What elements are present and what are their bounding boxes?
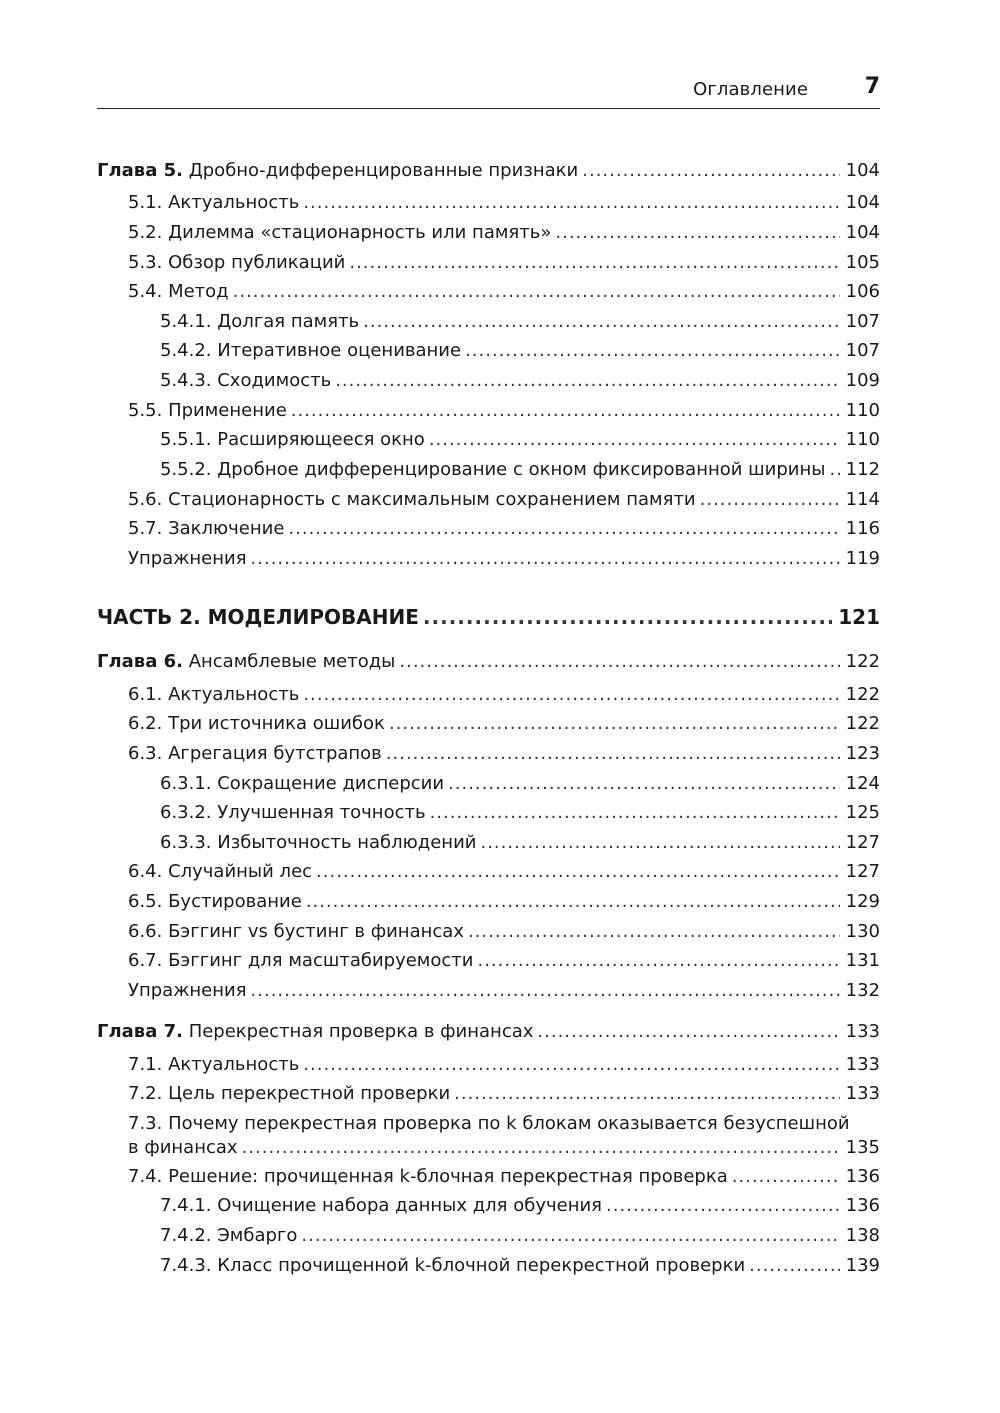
dot-leader [303, 190, 839, 216]
dot-leader [700, 487, 840, 513]
toc-section[interactable] [128, 250, 880, 276]
dot-leader [448, 771, 840, 797]
dot-leader [301, 1223, 839, 1249]
subsection-title: 7.4.1. Очищение набора данных для обучения [160, 1195, 602, 1216]
dot-leader [288, 516, 839, 542]
section-title: 7.3. Почему перекрестная проверка по k блокам оказывается безуспешной [128, 1113, 850, 1134]
toc-page-number: 136 [845, 1166, 880, 1187]
dot-leader [477, 948, 839, 974]
subsection-title: 7.4.2. Эмбарго [160, 1225, 298, 1246]
section-title: 5.7. Заключение [128, 518, 285, 539]
subsection-title: 6.3.1. Сокращение дисперсии [160, 773, 445, 794]
chapter-label: Глава 6. [97, 651, 183, 672]
toc-subsection[interactable] [160, 1253, 880, 1279]
toc-page-number: 129 [845, 891, 880, 912]
toc-section[interactable] [128, 279, 880, 305]
toc-page-number: 116 [845, 518, 880, 539]
dot-leader [749, 1253, 839, 1279]
toc-page-number: 135 [845, 1137, 880, 1158]
toc-page-number: 104 [845, 160, 880, 181]
toc-subsection[interactable] [160, 368, 880, 394]
toc-section[interactable] [128, 220, 880, 246]
dot-leader [386, 741, 840, 767]
chapter-title: Перекрестная проверка в финансах [182, 1021, 534, 1042]
section-title: 7.1. Актуальность [128, 1054, 300, 1075]
chapter-title: Дробно-дифференцированные признаки [182, 160, 579, 181]
toc-page-number: 127 [845, 832, 880, 853]
toc-page-number: 132 [845, 980, 880, 1001]
chapter-label: Глава 5. [97, 160, 183, 181]
dot-leader [423, 604, 832, 630]
part-title: ЧАСТЬ 2. МОДЕЛИРОВАНИЕ [97, 605, 419, 629]
toc-section[interactable] [128, 948, 880, 974]
toc-page-number: 127 [845, 861, 880, 882]
toc-page-number: 131 [845, 950, 880, 971]
toc-section[interactable] [128, 190, 880, 216]
subsection-title: 5.4.1. Долгая память [160, 311, 360, 332]
toc-section[interactable] [128, 1164, 880, 1190]
running-title: Оглавление [693, 79, 808, 100]
dot-leader [429, 427, 840, 453]
dot-leader [242, 1135, 840, 1161]
toc-subsection[interactable] [160, 457, 880, 483]
page-header [97, 72, 880, 109]
dot-leader [251, 978, 840, 1004]
section-title: 7.4. Решение: прочищенная k-блочная перекрестная проверка [128, 1166, 728, 1187]
toc-section[interactable] [128, 398, 880, 424]
toc-page-number: 139 [845, 1255, 880, 1276]
toc-page-number: 121 [838, 605, 880, 629]
dot-leader [291, 398, 840, 424]
section-title: 6.1. Актуальность [128, 684, 300, 705]
toc-chapter[interactable] [97, 1019, 880, 1045]
page-number: 7 [864, 74, 880, 99]
toc-subsection[interactable] [160, 1193, 880, 1219]
toc-page-number: 119 [845, 548, 880, 569]
toc-page-number: 124 [845, 773, 880, 794]
toc-subsection[interactable] [160, 771, 880, 797]
dot-leader [303, 1052, 839, 1078]
toc-section[interactable] [128, 682, 880, 708]
section-title: 7.2. Цель перекрестной проверки [128, 1083, 451, 1104]
toc-page-number: 133 [845, 1021, 880, 1042]
toc-page-number: 104 [845, 192, 880, 213]
section-title: 5.6. Стационарность с максимальным сохранением памяти [128, 489, 696, 510]
section-title: 6.3. Агрегация бутстрапов [128, 743, 382, 764]
dot-leader [829, 457, 839, 483]
chapter-label: Глава 7. [97, 1021, 183, 1042]
toc-section-continuation[interactable] [128, 1135, 880, 1161]
toc-section[interactable] [128, 1081, 880, 1107]
toc-page-number: 114 [845, 489, 880, 510]
dot-leader [430, 800, 840, 826]
dot-leader [732, 1164, 840, 1190]
toc-section[interactable] [128, 919, 880, 945]
dot-leader [465, 338, 840, 364]
toc-subsection[interactable] [160, 800, 880, 826]
dot-leader [316, 859, 840, 885]
dot-leader [349, 250, 839, 276]
section-title: 6.6. Бэггинг vs бустинг в финансах [128, 921, 464, 942]
dot-leader [251, 546, 840, 572]
toc-section[interactable] [128, 859, 880, 885]
toc-section[interactable] [128, 889, 880, 915]
dot-leader [555, 220, 839, 246]
dot-leader [606, 1193, 840, 1219]
section-title: 5.2. Дилемма «стационарность или память» [128, 222, 552, 243]
toc-chapter[interactable] [97, 158, 880, 184]
section-title: 6.7. Бэггинг для масштабируемости [128, 950, 474, 971]
toc-section[interactable] [128, 711, 880, 737]
dot-leader [399, 649, 839, 675]
subsection-title: 6.3.2. Улучшенная точность [160, 802, 426, 823]
dot-leader [306, 889, 840, 915]
dot-leader [233, 279, 840, 305]
section-title: 5.1. Актуальность [128, 192, 300, 213]
dot-leader [389, 711, 840, 737]
dot-leader [468, 919, 840, 945]
section-title: 6.2. Три источника ошибок [128, 713, 385, 734]
section-title: 6.4. Случайный лес [128, 861, 313, 882]
toc-subsection[interactable] [160, 427, 880, 453]
subsection-title: 6.3.3. Избыточность наблюдений [160, 832, 477, 853]
toc-page-number: 133 [845, 1054, 880, 1075]
dot-leader [537, 1019, 839, 1045]
toc-section[interactable] [128, 487, 880, 513]
toc-page-number: 112 [845, 459, 880, 480]
toc-page-number: 109 [845, 370, 880, 391]
toc-page-number: 122 [845, 651, 880, 672]
toc-page-number: 104 [845, 222, 880, 243]
toc-page-number: 138 [845, 1225, 880, 1246]
section-title: 5.5. Применение [128, 400, 287, 421]
toc-page-number: 105 [845, 252, 880, 273]
toc-subsection[interactable] [160, 309, 880, 335]
subsection-title: 5.4.3. Сходимость [160, 370, 332, 391]
toc-page-number: 107 [845, 340, 880, 361]
toc-page-number: 110 [845, 400, 880, 421]
toc-page-number: 133 [845, 1083, 880, 1104]
toc-page-number: 107 [845, 311, 880, 332]
dot-leader [363, 309, 839, 335]
section-title: Упражнения [128, 980, 247, 1001]
toc-subsection[interactable] [160, 338, 880, 364]
subsection-title: 5.4.2. Итеративное оценивание [160, 340, 462, 361]
dot-leader [335, 368, 839, 394]
subsection-title: 7.4.3. Класс прочищенной k-блочной перекрестной проверки [160, 1255, 746, 1276]
section-title: 5.3. Обзор публикаций [128, 252, 346, 273]
toc-section[interactable] [128, 978, 880, 1004]
toc-subsection[interactable] [160, 1223, 880, 1249]
toc-page-number: 123 [845, 743, 880, 764]
subsection-title: 5.5.2. Дробное дифференцирование с окном фиксированной ширины [160, 459, 826, 480]
toc-page-number: 136 [845, 1195, 880, 1216]
section-title-continuation: в финансах [128, 1137, 238, 1158]
toc-page-number: 122 [845, 713, 880, 734]
toc-section[interactable] [128, 516, 880, 542]
toc-section[interactable] [128, 741, 880, 767]
toc-section-wrapped[interactable] [128, 1111, 880, 1137]
toc-part[interactable] [97, 604, 880, 630]
toc-page-number: 130 [845, 921, 880, 942]
section-title: 6.5. Бустирование [128, 891, 302, 912]
toc-subsection[interactable] [160, 830, 880, 856]
subsection-title: 5.5.1. Расширяющееся окно [160, 429, 425, 450]
section-title: 5.4. Метод [128, 281, 229, 302]
toc-page-number: 122 [845, 684, 880, 705]
toc-page-number: 125 [845, 802, 880, 823]
dot-leader [480, 830, 839, 856]
toc-section[interactable] [128, 1052, 880, 1078]
dot-leader [454, 1081, 840, 1107]
section-title: Упражнения [128, 548, 247, 569]
toc-chapter[interactable] [97, 649, 880, 675]
dot-leader [582, 158, 839, 184]
toc-section[interactable] [128, 546, 880, 572]
toc-page-number: 106 [845, 281, 880, 302]
chapter-title: Ансамблевые методы [182, 651, 396, 672]
dot-leader [303, 682, 839, 708]
toc-page-number: 110 [845, 429, 880, 450]
